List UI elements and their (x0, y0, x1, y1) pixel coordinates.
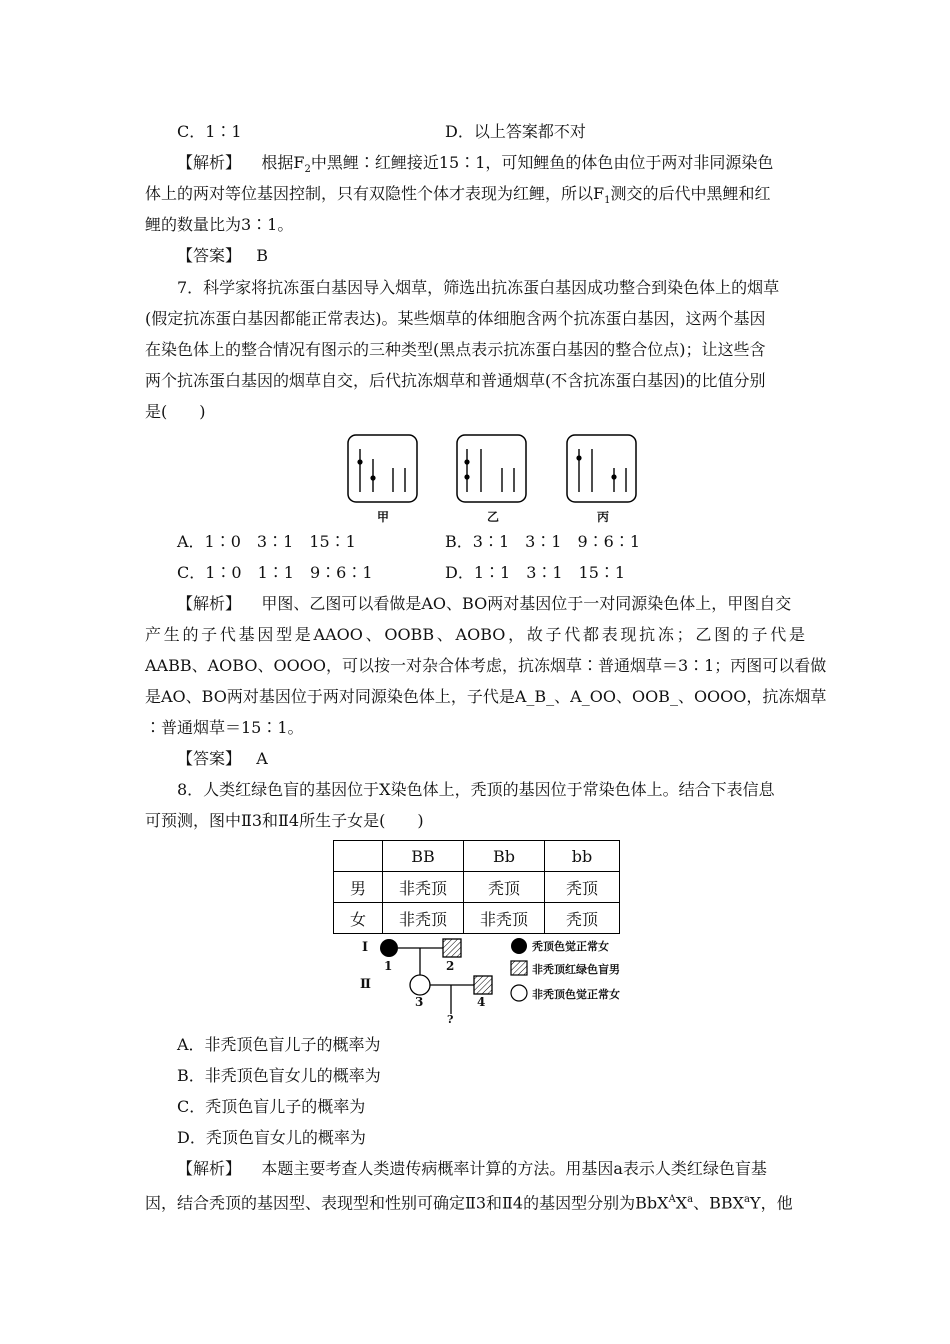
table-cell: 秃顶 (545, 903, 620, 934)
question-7-line-2: (假定抗冻蛋白基因都能正常表达)。某些烟草的体细胞含两个抗冻蛋白基因，这两个基因 (145, 309, 766, 328)
individual-I2 (443, 939, 461, 957)
chromosome-panel-jia (348, 435, 417, 502)
analysis-6-line-1: 【解析】 根据$F_2$中黑鲤∶红鲤接近15∶1，可知鲤鱼的体色由位于两对非同源染色 (177, 153, 774, 176)
individual-I1 (380, 939, 398, 957)
question-8-line-1: 8．人类红绿色盲的基因位于X染色体上，秃顶的基因位于常染色体上。结合下表信息 (177, 780, 775, 799)
option-a: A．非秃顶色盲儿子的概率为 (177, 1035, 381, 1054)
option-b: B．3∶1 3∶1 9∶6∶1 (445, 532, 641, 551)
option-d: D．以上答案都不对 (445, 122, 586, 141)
individual-number: 1 (384, 959, 393, 973)
figure-label-yi: 乙 (487, 510, 500, 524)
analysis-8-line-1: 【解析】 本题主要考查人类遗传病概率计算的方法。用基因a表示人类红绿色盲基 (177, 1159, 767, 1178)
analysis-label: 【解析】 (177, 153, 242, 172)
table-header-cell: bb (545, 841, 620, 872)
analysis-7-line-4: 是AO、BO两对基因位于两对同源染色体上，子代是A_B_、A_OO、OOB_、OOOO，抗冻烟草 (145, 687, 827, 706)
question-8-line-2: 可预测，图中Ⅱ3和Ⅱ4所生子女是( ) (145, 811, 424, 830)
option-d: D．秃顶色盲女儿的概率为 (177, 1128, 366, 1147)
individual-II3 (410, 975, 430, 995)
answer-6 (177, 246, 837, 266)
individual-number: 2 (446, 959, 455, 973)
legend-symbol (511, 961, 527, 975)
question-7-line-1: 7．科学家将抗冻蛋白基因导入烟草，筛选出抗冻蛋白基因成功整合到染色体上的烟草 (177, 278, 780, 297)
analysis-6-line-3: 鲤的数量比为3∶1。 (145, 215, 294, 234)
table-cell: 秃顶 (464, 872, 545, 903)
option-a: A．1∶0 3∶1 15∶1 (177, 532, 356, 551)
analysis-label: 【解析】 (177, 1159, 242, 1178)
legend-item: 非秃顶红绿色盲男 (532, 963, 620, 976)
answer-label: 【答案】 (177, 749, 242, 768)
option-d: D．1∶1 3∶1 15∶1 (445, 563, 626, 582)
option-c: C．1∶0 1∶1 9∶6∶1 (177, 563, 373, 582)
table-cell: 男 (334, 872, 383, 903)
option-c: C．秃顶色盲儿子的概率为 (177, 1097, 366, 1116)
legend-item: 非秃顶色觉正常女 (532, 988, 620, 1001)
figure-label-bing: 丙 (597, 510, 610, 524)
analysis-7-line-2: 产生的子代基因型是AAOO、OOBB、AOBO，故子代都表现抗冻；乙图的子代是 (145, 625, 805, 644)
legend-symbol (511, 985, 527, 1001)
answer-value: A (256, 749, 268, 768)
table-header-cell: BB (383, 841, 464, 872)
individual-II4 (474, 976, 492, 994)
analysis-7-line-3: AABB、AOBO、OOOO，可以按一对杂合体考虑，抗冻烟草∶普通烟草＝3∶1；丙图可以看做 (145, 656, 827, 675)
chromosome-panel-yi (457, 435, 526, 502)
table-cell: 非秃顶 (383, 872, 464, 903)
table-row (334, 872, 620, 903)
individual-number: 3 (415, 995, 424, 1009)
answer-value: B (256, 246, 269, 265)
analysis-7-line-1: 【解析】 甲图、乙图可以看做是AO、BO两对基因位于一对同源染色体上，甲图自交 (177, 594, 792, 613)
chromosome-panel-bing (567, 435, 636, 502)
table-row (334, 841, 620, 872)
question-7-line-3: 在染色体上的整合情况有图示的三种类型(黑点表示抗冻蛋白基因的整合位点)；让这些含 (145, 340, 766, 359)
genotype-table (333, 840, 620, 934)
table-cell: 女 (334, 903, 383, 934)
answer-label: 【答案】 (177, 246, 242, 265)
table-row (334, 903, 620, 934)
individual-number: 4 (477, 995, 486, 1009)
analysis-6-line-2: 体上的两对等位基因控制，只有双隐性个体才表现为红鲤，所以$F_1$测交的后代中黑鲤和红 (145, 184, 771, 207)
question-7-line-5: 是( ) (145, 402, 206, 421)
answer-7 (177, 749, 837, 769)
option-b: B．非秃顶色盲女儿的概率为 (177, 1066, 381, 1085)
analysis-label: 【解析】 (177, 594, 242, 613)
generation-label: Ⅰ (362, 940, 369, 955)
table-cell: 非秃顶 (383, 903, 464, 934)
analysis-8-line-2: 因，结合秃顶的基因型、表现型和性别可确定Ⅱ3和Ⅱ4的基因型分别为$BbX^AX^a$、BBX$^a$Y，他 (145, 1193, 793, 1213)
legend-symbol (511, 938, 527, 954)
table-header-cell: Bb (464, 841, 545, 872)
table-cell: 非秃顶 (464, 903, 545, 934)
chromosome-figure (345, 432, 640, 504)
option-c: C．1∶1 (177, 122, 242, 141)
figure-label-jia: 甲 (377, 510, 390, 524)
unknown-child: ? (447, 1013, 454, 1026)
question-7-line-4: 两个抗冻蛋白基因的烟草自交，后代抗冻烟草和普通烟草(不含抗冻蛋白基因)的比值分别 (145, 371, 766, 390)
legend-item: 秃顶色觉正常女 (532, 940, 609, 953)
analysis-7-line-5: ∶普通烟草＝15∶1。 (145, 718, 304, 737)
generation-label: Ⅱ (360, 977, 371, 992)
table-cell: 秃顶 (545, 872, 620, 903)
